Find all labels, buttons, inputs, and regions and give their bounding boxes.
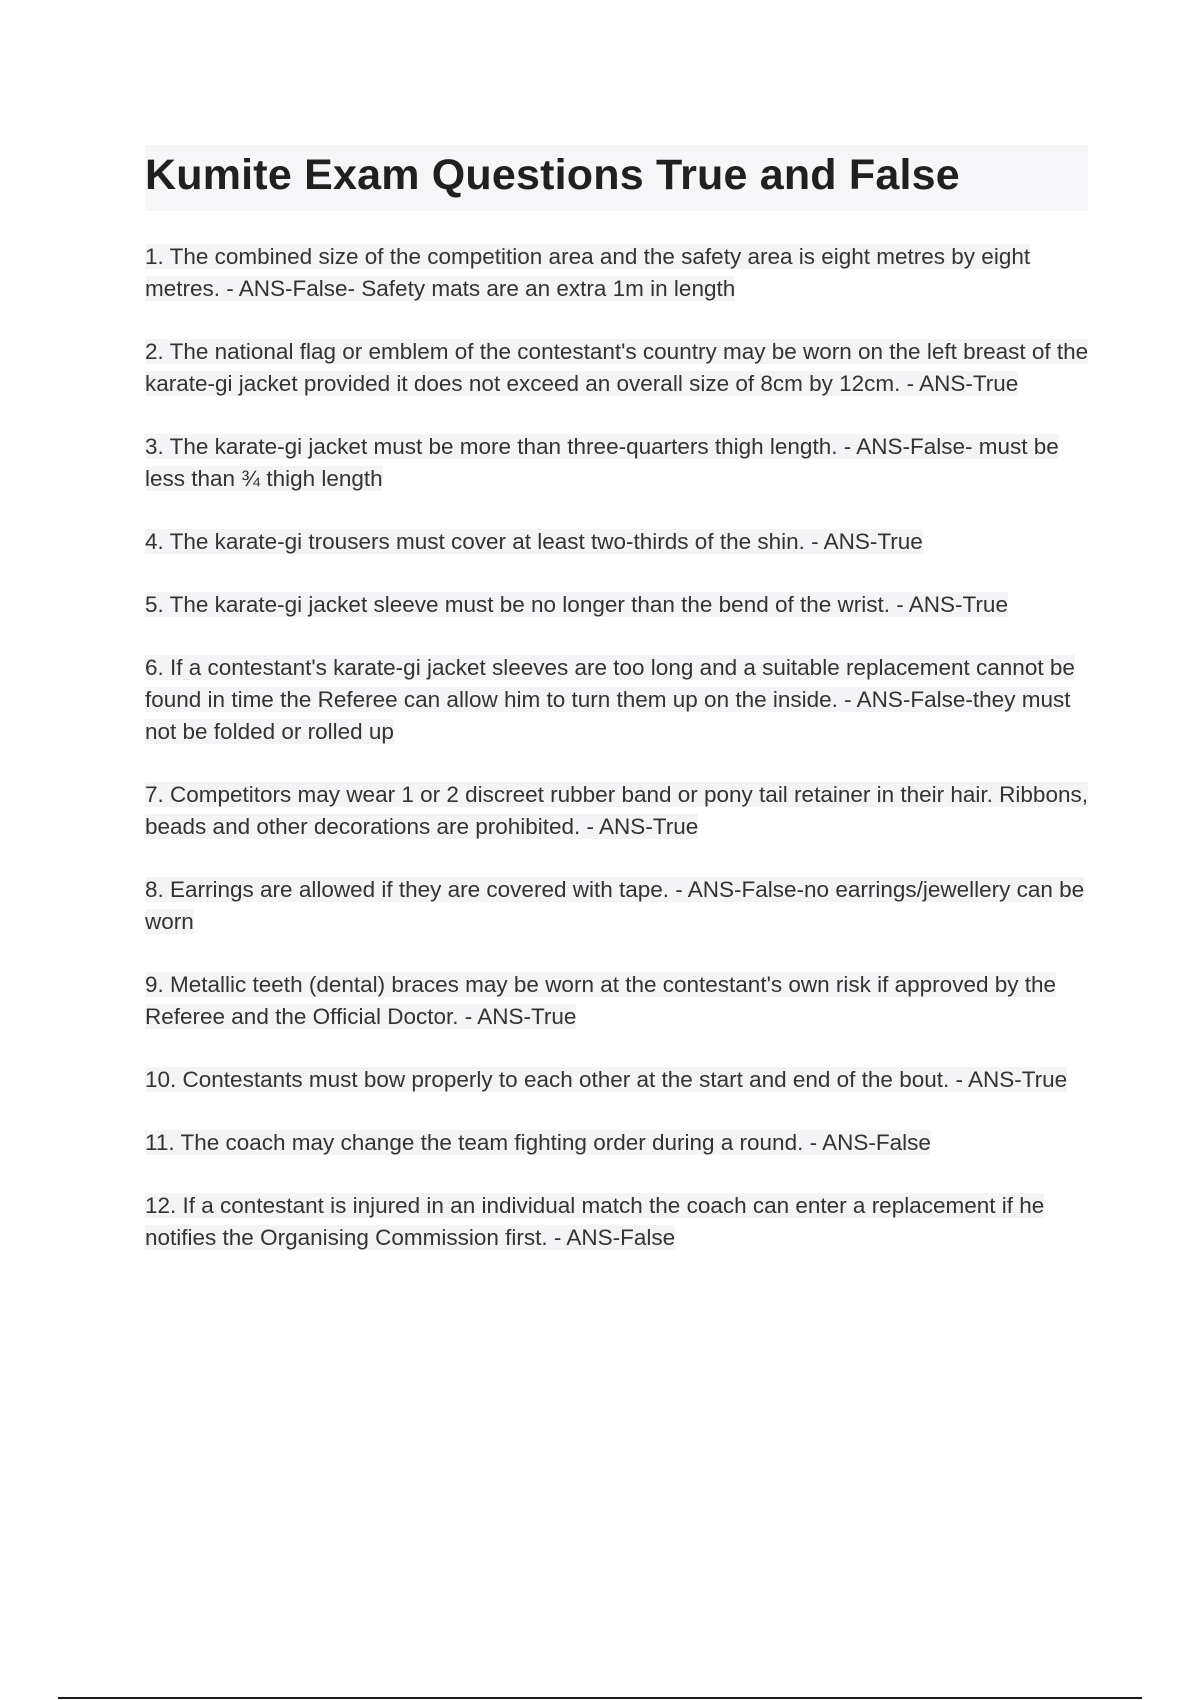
question-text: 2. The national flag or emblem of the contestant's country may be worn on the left breast of the karate-gi jacket provided it does not exceed an overall size of 8cm by 12cm. - ANS-True — [145, 339, 1089, 396]
question-item — [145, 874, 1095, 938]
question-item — [145, 431, 1095, 495]
question-text: 9. Metallic teeth (dental) braces may be worn at the contestant's own risk if approved by the Referee and the Official Doctor. - ANS-True — [145, 972, 1057, 1029]
question-text: 3. The karate-gi jacket must be more than three-quarters thigh length. - ANS-False- must be less than ¾ thigh length — [145, 434, 1059, 491]
question-text: 6. If a contestant's karate-gi jacket sleeves are too long and a suitable replacement cannot be found in time the Referee can allow him to turn them up on the inside. - ANS-False-they must not be folded or rolled up — [145, 655, 1075, 744]
question-item — [145, 241, 1095, 305]
page-bottom-rule — [58, 1697, 1142, 1699]
question-text: 8. Earrings are allowed if they are covered with tape. - ANS-False-no earrings/jewellery can be worn — [145, 877, 1085, 934]
page-title: Kumite Exam Questions True and False — [145, 151, 960, 199]
question-text: 4. The karate-gi trousers must cover at least two-thirds of the shin. - ANS-True — [145, 529, 923, 554]
question-text: 1. The combined size of the competition area and the safety area is eight metres by eight metres. - ANS-False- Safety mats are an extra 1m in length — [145, 244, 1031, 301]
question-list — [145, 241, 1095, 1285]
question-item — [145, 1064, 1095, 1096]
question-text: 10. Contestants must bow properly to each other at the start and end of the bout. - ANS-True — [145, 1067, 1068, 1092]
question-item — [145, 652, 1095, 748]
title-band — [145, 145, 1088, 211]
question-item — [145, 1190, 1095, 1254]
question-item — [145, 589, 1095, 621]
question-item — [145, 969, 1095, 1033]
question-text: 7. Competitors may wear 1 or 2 discreet rubber band or pony tail retainer in their hair. Ribbons, beads and other decorations are prohibited. - ANS-True — [145, 782, 1088, 839]
question-text: 12. If a contestant is injured in an individual match the coach can enter a replacement if he notifies the Organising Commission first. - ANS-False — [145, 1193, 1045, 1250]
question-text: 11. The coach may change the team fighting order during a round. - ANS-False — [145, 1130, 931, 1155]
question-item — [145, 526, 1095, 558]
question-item — [145, 1127, 1095, 1159]
question-item — [145, 779, 1095, 843]
question-text: 5. The karate-gi jacket sleeve must be no longer than the bend of the wrist. - ANS-True — [145, 592, 1008, 617]
question-item — [145, 336, 1095, 400]
